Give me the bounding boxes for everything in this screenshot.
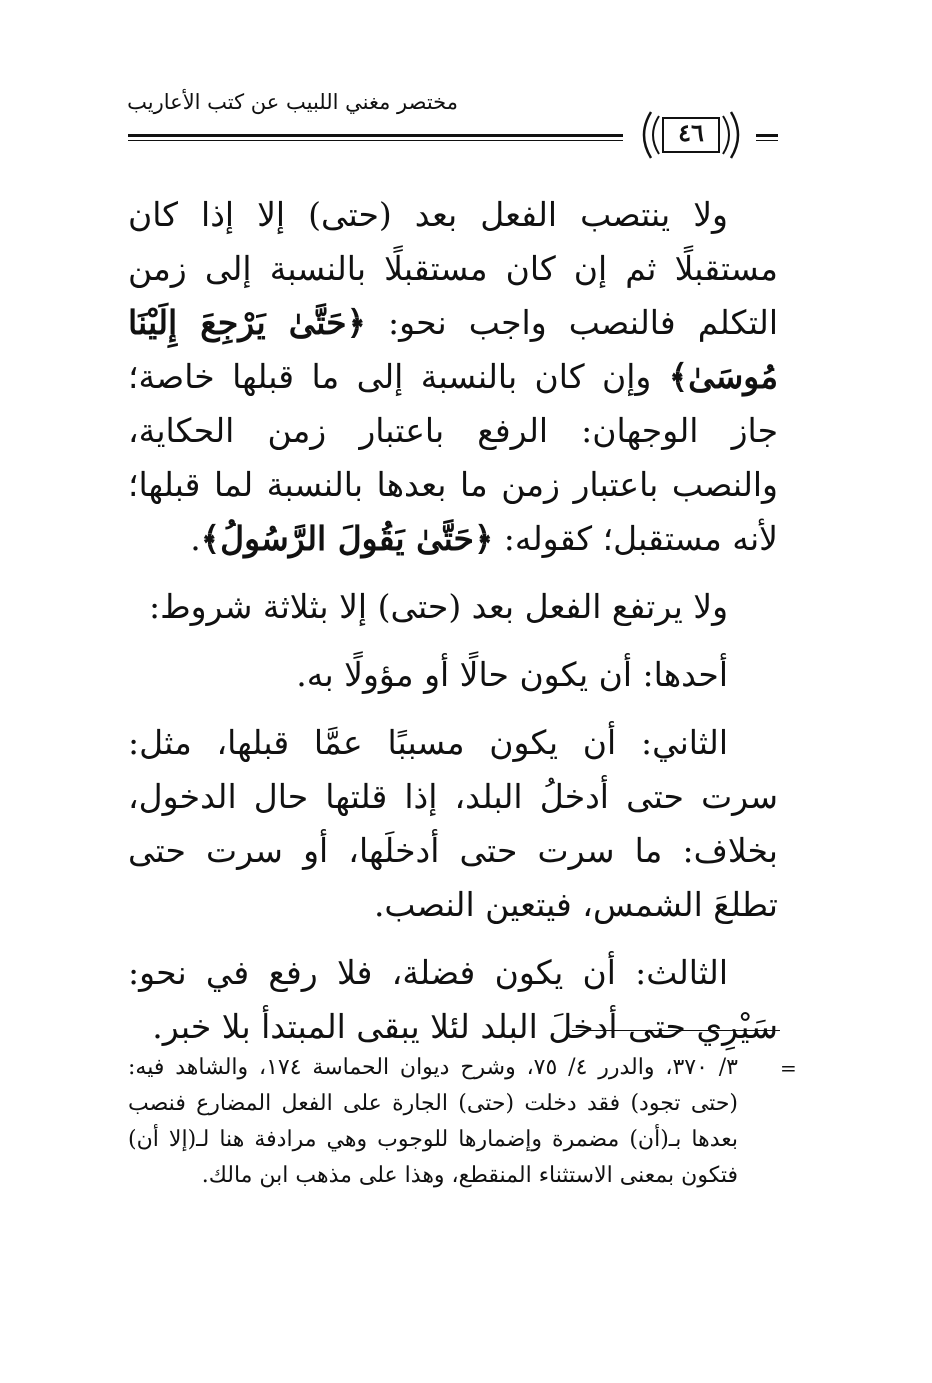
header-rule-right-thick: [756, 134, 778, 137]
header-rule-thick: [128, 134, 623, 137]
main-text: [128, 188, 778, 1054]
footnote-separator: [572, 1030, 780, 1031]
paragraph-text: ولا ينتصب الفعل بعد (حتى) إلا إذا كان مستقبلًا ثم إن كان مستقبلًا بالنسبة إلى زمن التكلم فالنصب واجب نحو:: [128, 195, 778, 342]
page-header: [128, 82, 778, 152]
paragraph-third-condition: الثالث: أن يكون فضلة، فلا رفع في نحو: سَيْرِي حتى أدخلَ البلد لئلا يبقى المبتدأ بلا خبر.: [128, 953, 778, 1046]
header-rule-right-thin: [756, 140, 778, 141]
footnote-text: ٣/ ٣٧٠، والدرر ٤/ ٧٥، وشرح ديوان الحماسة ١٧٤، والشاهد فيه: (حتى تجود) فقد دخلت (حتى) الجارة على الفعل المضارع فنصب بعدها بـ(أن) مضمرة وإضمارها للوجوب وهي مرادفة هنا لـ(إلا أن) فتكون بمعنى الاستثناء المنقطع، وهذا على مذهب ابن مالك.: [128, 1055, 738, 1188]
quran-verse: ﴿حَتَّىٰ يَرْجِعَ إِلَيْنَا مُوسَىٰ﴾: [128, 303, 778, 396]
running-title: مختصر مغني اللبيب عن كتب الأعاريب: [127, 90, 458, 114]
quran-verse: ﴿حَتَّىٰ يَقُولَ الرَّسُولُ﴾: [200, 519, 494, 558]
paragraph-text: .: [190, 519, 201, 558]
paragraph-conditions: ولا يرتفع الفعل بعد (حتى) إلا بثلاثة شروط:: [148, 587, 728, 626]
footnote: [128, 1050, 738, 1194]
paragraph-intro: [128, 188, 778, 566]
paragraph-second-condition: الثاني: أن يكون مسببًا عمَّا قبلها، مثل: سرت حتى أدخلُ البلد، إذا قلتها حال الدخول، بخلاف: ما سرت حتى أدخلَها، أو سرت حتى تطلعَ الشمس، فيتعين النصب.: [128, 723, 778, 924]
page-number-badge: [633, 106, 749, 164]
paragraph-first-condition: أحدها: أن يكون حالًا أو مؤولًا به.: [296, 655, 728, 694]
paragraph-text: وإن كان بالنسبة إلى ما قبلها خاصة؛ جاز الوجهان: الرفع باعتبار زمن الحكاية، والنصب باعتبار زمن ما بعدها بالنسبة لما قبلها؛ لأنه مستقبل؛ كقوله:: [128, 357, 778, 558]
footnote-continuation-mark: =: [780, 1056, 797, 1080]
page-number: ٤٦: [678, 118, 704, 147]
header-rule-thin: [128, 140, 623, 141]
